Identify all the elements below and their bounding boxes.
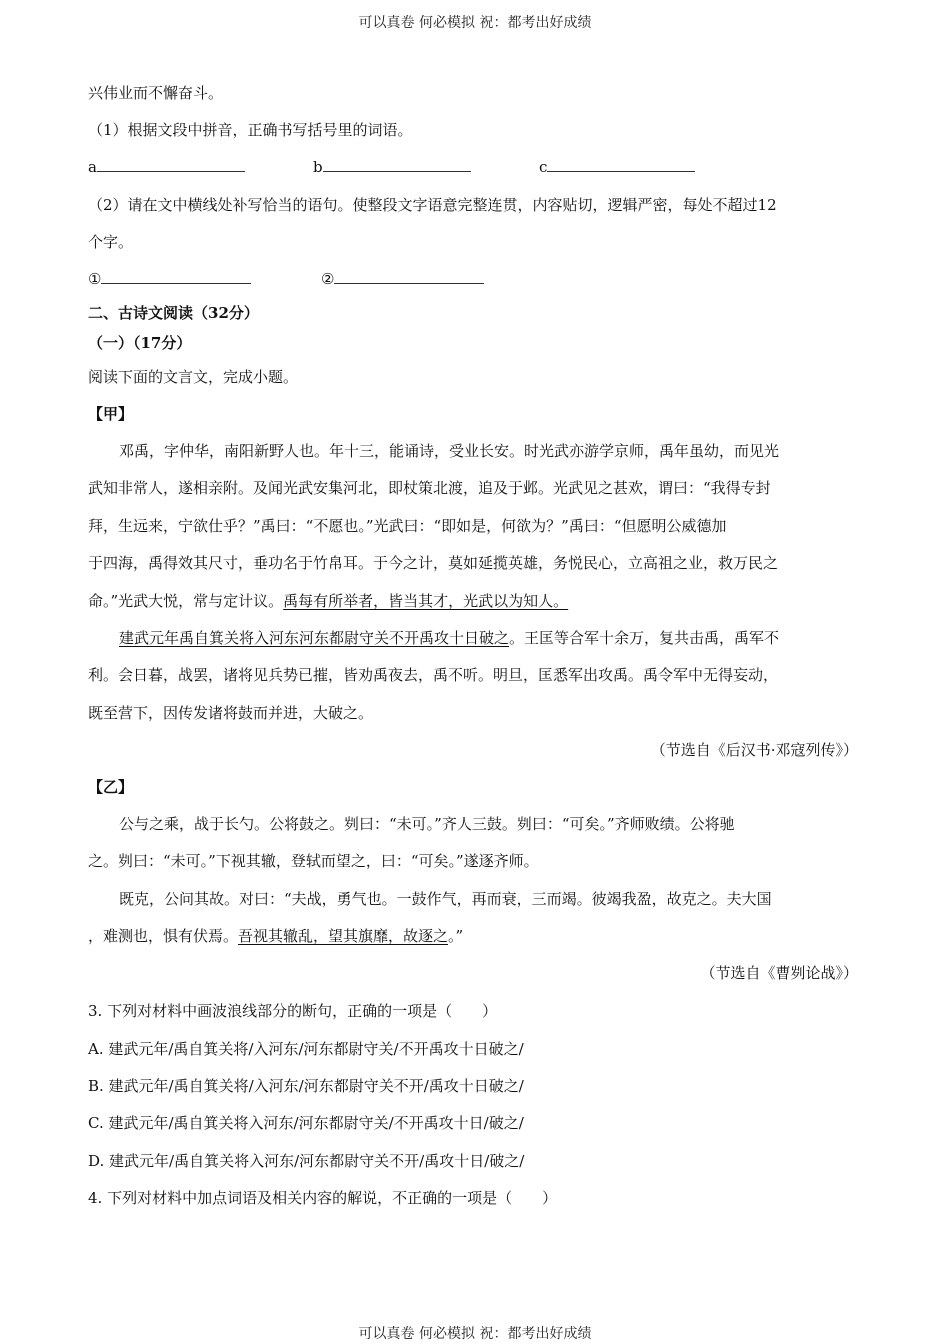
- answer-blank-b: [313, 157, 471, 176]
- passage-line: 拜，生远来，宁欲仕乎？”禹曰：“不愿也。”光武曰：“即如是，何欲为？”禹曰：“但愿明公威德加: [88, 517, 727, 535]
- blank-line: [334, 269, 484, 284]
- passage-jia-label: 【甲】: [88, 405, 134, 423]
- subsection-title: （一）（17分）: [88, 334, 192, 352]
- passage-line: 武知非常人，遂相亲附。及闻光武安集河北，即杖策北渡，追及于邺。光武见之甚欢，谓曰：“我得专封: [88, 479, 771, 497]
- blank-line: [547, 157, 695, 172]
- wavy-underlined-sentence: 建武元年禹自箕关将入河东河东都尉守关不开禹攻十日破之: [119, 629, 510, 647]
- blank-label: c: [539, 158, 548, 176]
- page-header: 可以真卷 何必模拟 祝：都考出好成绩: [358, 15, 592, 31]
- answer-blank-a: [88, 157, 245, 176]
- answer-blank-c: [539, 157, 695, 176]
- question-4-stem: 4. 下列对材料中加点词语及相关内容的解说，不正确的一项是（ ）: [88, 1189, 558, 1207]
- passage-text: 。王匡等合军十余万，复共击禹，禹军不: [509, 629, 780, 647]
- question-2-stem-cont: 个字。: [88, 233, 134, 251]
- section-title: 二、古诗文阅读（32分）: [88, 304, 259, 322]
- blank-line: [101, 269, 251, 284]
- blank-label: a: [88, 158, 97, 176]
- text-line: 兴伟业而不懈奋斗。: [88, 84, 224, 102]
- option-d: D. 建武元年/禹自箕关将入河东/河东都尉守关不开/禹攻十日/破之/: [88, 1152, 525, 1170]
- passage-line: [119, 627, 779, 648]
- question-1-stem: （1）根据文段中拼音，正确书写括号里的词语。: [88, 121, 413, 139]
- question-3-stem: 3. 下列对材料中画波浪线部分的断句，正确的一项是（ ）: [88, 1002, 498, 1020]
- passage-line: 于四海，禹得效其尺寸，垂功名于竹帛耳。于今之计，莫如延揽英雄，务悦民心，立高祖之业，救万民之: [88, 554, 779, 572]
- passage-line: 既克，公问其故。对曰：“夫战，勇气也。一鼓作气，再而衰，三而竭。彼竭我盈，故克之。夫大国: [119, 890, 772, 908]
- option-c: C. 建武元年/禹自箕关将入河东/河东都尉守关/不开禹攻十日/破之/: [88, 1114, 524, 1132]
- passage-text: 。”: [448, 927, 464, 945]
- option-a: A. 建武元年/禹自箕关将/入河东/河东都尉守关/不开禹攻十日破之/: [88, 1040, 524, 1058]
- passage-line: 之。刿曰：“未可。”下视其辙，登轼而望之，曰：“可矣。”遂逐齐师。: [88, 852, 539, 870]
- blank-line: [97, 157, 245, 172]
- passage-yi-label: 【乙】: [88, 778, 134, 796]
- blank-label: b: [313, 158, 323, 176]
- option-b: B. 建武元年/禹自箕关将/入河东/河东都尉守关不开/禹攻十日破之/: [88, 1077, 524, 1095]
- source-note: （节选自《后汉书·邓寇列传》）: [650, 741, 858, 759]
- instruction: 阅读下面的文言文，完成小题。: [88, 368, 299, 386]
- passage-line: [88, 590, 568, 611]
- passage-text: ，难测也，惧有伏焉。: [88, 927, 239, 945]
- source-note: （节选自《曹刿论战》）: [700, 964, 858, 982]
- passage-line: 利。会日暮，战罢，诸将见兵势已摧，皆劝禹夜去，禹不听。明旦，匡悉军出攻禹。禹令军中无得妄动，: [88, 666, 779, 684]
- passage-text: 命。”光武大悦，常与定计议。: [88, 592, 284, 610]
- passage-line: [88, 925, 463, 946]
- question-2-stem: （2）请在文中横线处补写恰当的语句。使整段文字语意完整连贯，内容贴切，逻辑严密，每处不超过12: [88, 196, 777, 214]
- passage-line: 邓禹，字仲华，南阳新野人也。年十三，能诵诗，受业长安。时光武亦游学京师，禹年虽幼，而见光: [119, 442, 780, 460]
- passage-line: 公与之乘，战于长勺。公将鼓之。刿曰：“未可。”齐人三鼓。刿曰：“可矣。”齐师败绩。公将驰: [119, 815, 735, 833]
- page-footer: 可以真卷 何必模拟 祝：都考出好成绩: [358, 1326, 592, 1342]
- blank-label: ②: [321, 270, 335, 288]
- underlined-sentence: 禹每有所举者，皆当其才，光武以为知人。: [283, 592, 569, 610]
- answer-blank-1: [88, 269, 251, 288]
- underlined-sentence: 吾视其辙乱，望其旗靡，故逐之: [238, 927, 449, 945]
- blank-line: [323, 157, 471, 172]
- answer-blank-2: [321, 269, 484, 288]
- blank-label: ①: [88, 270, 102, 288]
- passage-line: 既至营下，因传发诸将鼓而并进，大破之。: [88, 704, 374, 722]
